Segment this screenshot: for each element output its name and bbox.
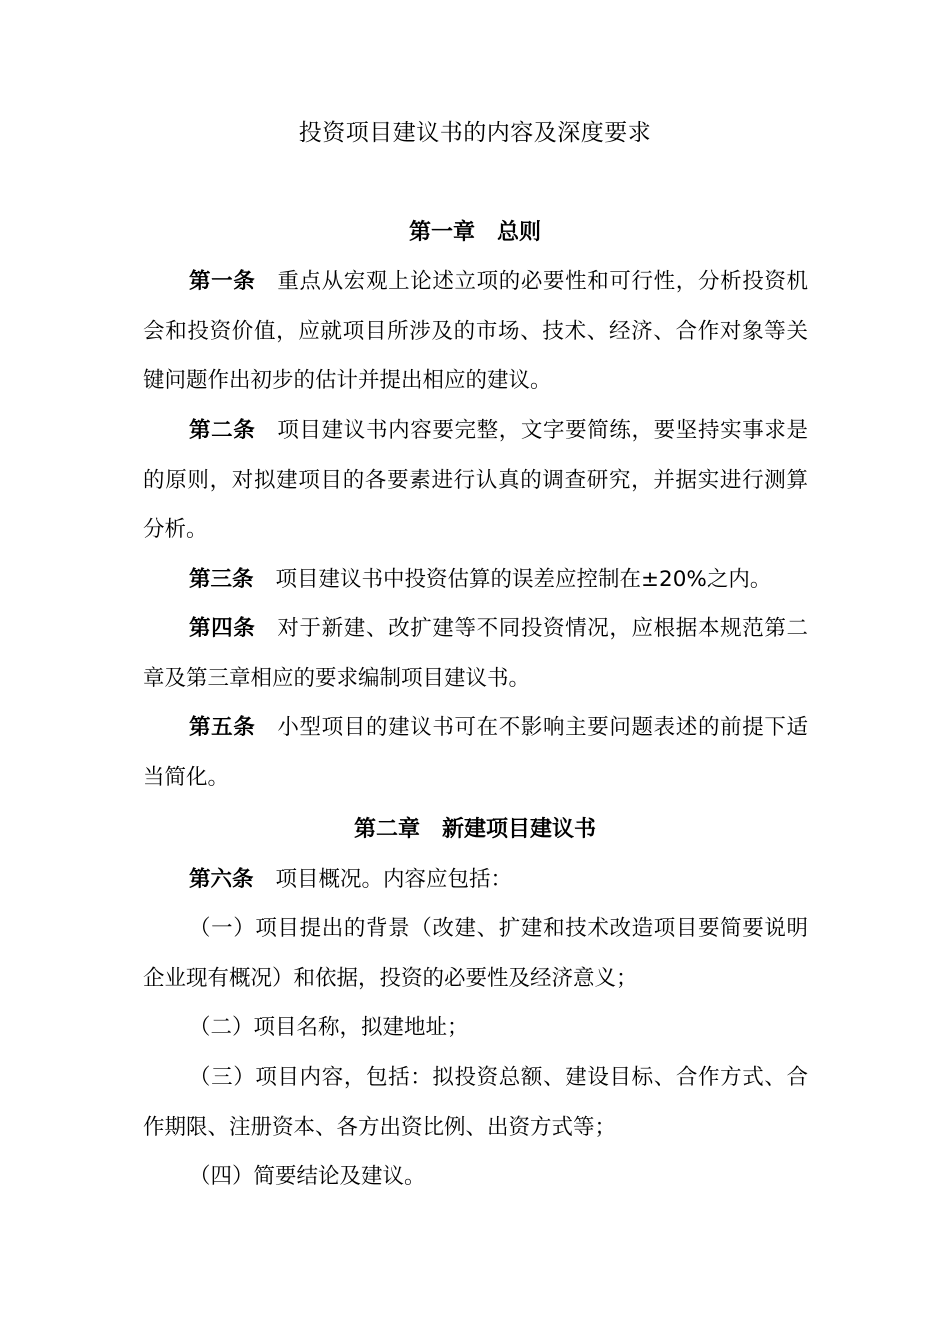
list-item-1: （一）项目提出的背景（改建、扩建和技术改造项目要简要说明企业现有概况）和依据，投资的必要性及经济意义； (143, 916, 808, 991)
article-label: 第四条 (189, 616, 256, 641)
article-text: 项目建议书中投资估算的误差应控制在±20%之内。 (275, 567, 772, 592)
chapter-heading-1 (0, 218, 950, 248)
article-label: 第三条 (189, 567, 254, 592)
article-4 (143, 604, 808, 703)
chapter-number: 第二章 (353, 817, 420, 842)
article-label: 第一条 (189, 269, 256, 294)
article-5 (143, 703, 808, 802)
article-text: 小型项目的建议书可在不影响主要问题表述的前提下适当简化。 (143, 715, 808, 790)
article-text: 重点从宏观上论述立项的必要性和可行性，分析投资机会和投资价值，应就项目所涉及的市场、技术、经济、合作对象等关键问题作出初步的估计并提出相应的建议。 (143, 269, 808, 393)
list-item-3: （三）项目内容，包括：拟投资总额、建设目标、合作方式、合作期限、注册资本、各方出资比例、出资方式等； (143, 1065, 808, 1140)
article-text: 对于新建、改扩建等不同投资情况，应根据本规范第二章及第三章相应的要求编制项目建议书。 (143, 616, 808, 691)
chapter-number: 第一章 (408, 220, 475, 245)
article-label: 第五条 (189, 715, 256, 740)
chapter-name: 总则 (497, 220, 542, 245)
chapter-heading-2 (0, 815, 950, 845)
article-text: 项目概况。内容应包括： (275, 867, 513, 892)
article-label: 第六条 (189, 867, 254, 892)
article-2 (143, 406, 808, 555)
article-3 (143, 555, 808, 605)
article-6 (143, 855, 808, 905)
article-text: 项目建议书内容要完整，文字要简练，要坚持实事求是的原则，对拟建项目的各要素进行认真的调查研究，并据实进行测算分析。 (143, 418, 808, 542)
list-item-2: （二）项目名称，拟建地址； (189, 1015, 469, 1040)
article-1 (143, 257, 808, 406)
list-item-4: （四）简要结论及建议。 (189, 1164, 426, 1189)
document-title: 投资项目建议书的内容及深度要求 (298, 120, 652, 146)
chapter-name: 新建项目建议书 (442, 817, 597, 842)
article-label: 第二条 (189, 418, 256, 443)
